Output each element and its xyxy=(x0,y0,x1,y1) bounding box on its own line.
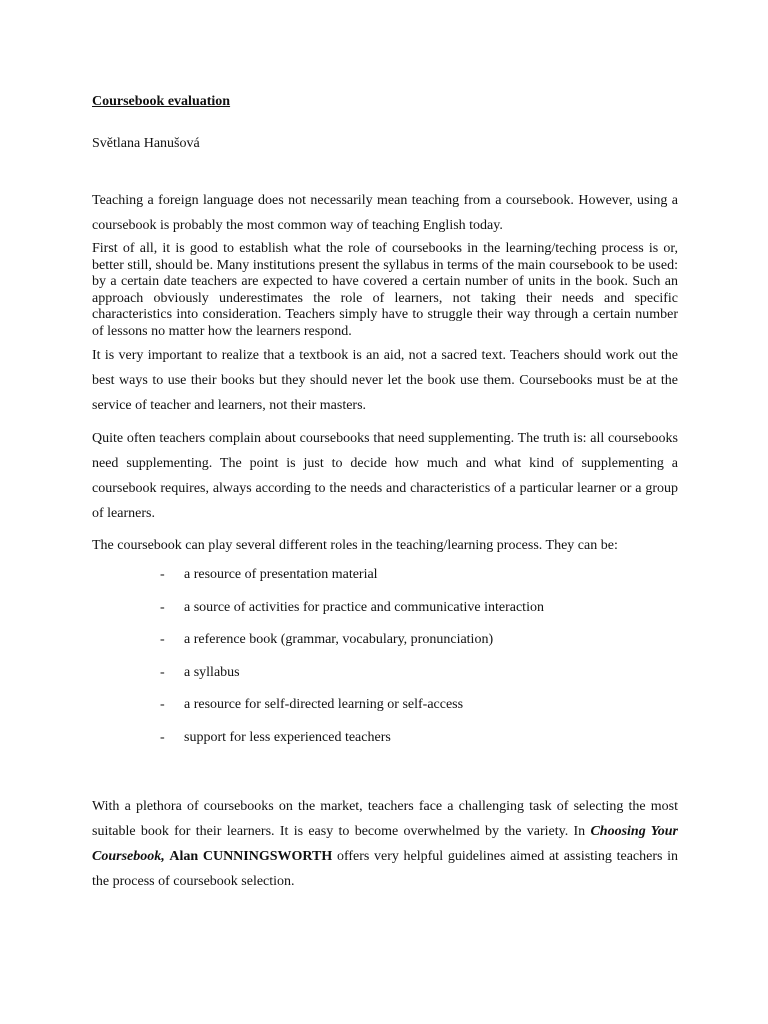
list-item xyxy=(92,598,678,618)
book-title: Choosing Your Coursebook, xyxy=(92,823,678,864)
list-item xyxy=(92,565,678,585)
document-author: Světlana Hanušová xyxy=(92,136,200,151)
list-item-text: support for less experienced teachers xyxy=(184,729,391,745)
list-dash: - xyxy=(160,697,165,712)
list-item-text: a source of activities for practice and communicative interaction xyxy=(184,599,544,615)
paragraph-roles-intro: The coursebook can play several different roles in the teaching/learning process. They can be: xyxy=(92,538,618,553)
list-dash: - xyxy=(160,729,165,745)
list-item xyxy=(92,663,678,683)
book-author: Alan CUNNINGSWORTH xyxy=(169,848,333,864)
list-item xyxy=(92,630,678,650)
closing-text-before: With a plethora of coursebooks on the market, teachers face a challenging task of selecting the most suitable book for their learners. It is easy to become overwhelmed by the variety. In xyxy=(92,798,678,839)
roles-list xyxy=(92,565,678,748)
paragraph-intro: Teaching a foreign language does not necessarily mean teaching from a coursebook. However, using a coursebook is probably the most common way of teaching English today. xyxy=(92,193,678,233)
list-item-text: a syllabus xyxy=(184,664,240,680)
list-item-text: a reference book (grammar, vocabulary, pronunciation) xyxy=(184,632,494,647)
paragraph-supplementing: Quite often teachers complain about coursebooks that need supplementing. The truth is: all coursebooks need supplementing. The point is just to decide how much and what kind of supplementing a coursebook requires, always according to the needs and characteristics of a particular learner or a group of learners. xyxy=(92,431,678,521)
document-title: Coursebook evaluation xyxy=(92,94,231,109)
list-item xyxy=(92,728,678,748)
closing-text-after: offers very helpful guidelines aimed at assisting teachers in the process of coursebook selection. xyxy=(92,848,679,889)
list-dash: - xyxy=(160,599,165,615)
list-dash: - xyxy=(160,664,165,680)
list-dash: - xyxy=(160,567,165,582)
list-item xyxy=(92,695,678,715)
paragraph-role-of-coursebooks: First of all, it is good to establish what the role of coursebooks in the learning/teching process is or, better still, should be. Many institutions present the syllabus in terms of the main coursebook to be used: by a certain date teachers are expected to have covered a certain number of units in the book. Such an approach obviously underestimates the role of learners, not taking their needs and specific characteristics into consideration. Teachers simply have to struggle their way through a certain number of lessons no matter how the learners respond. xyxy=(92,241,678,339)
paragraph-closing xyxy=(92,794,678,894)
list-item-text: a resource of presentation material xyxy=(184,567,378,582)
list-dash: - xyxy=(160,632,165,647)
document-page xyxy=(92,92,678,894)
paragraph-aid-not-sacred-text: It is very important to realize that a textbook is an aid, not a sacred text. Teachers should work out the best ways to use their books but they should never let the book use them. Coursebooks must be at the service of teacher and learners, not their masters. xyxy=(92,348,678,413)
list-item-text: a resource for self-directed learning or self-access xyxy=(184,697,464,712)
